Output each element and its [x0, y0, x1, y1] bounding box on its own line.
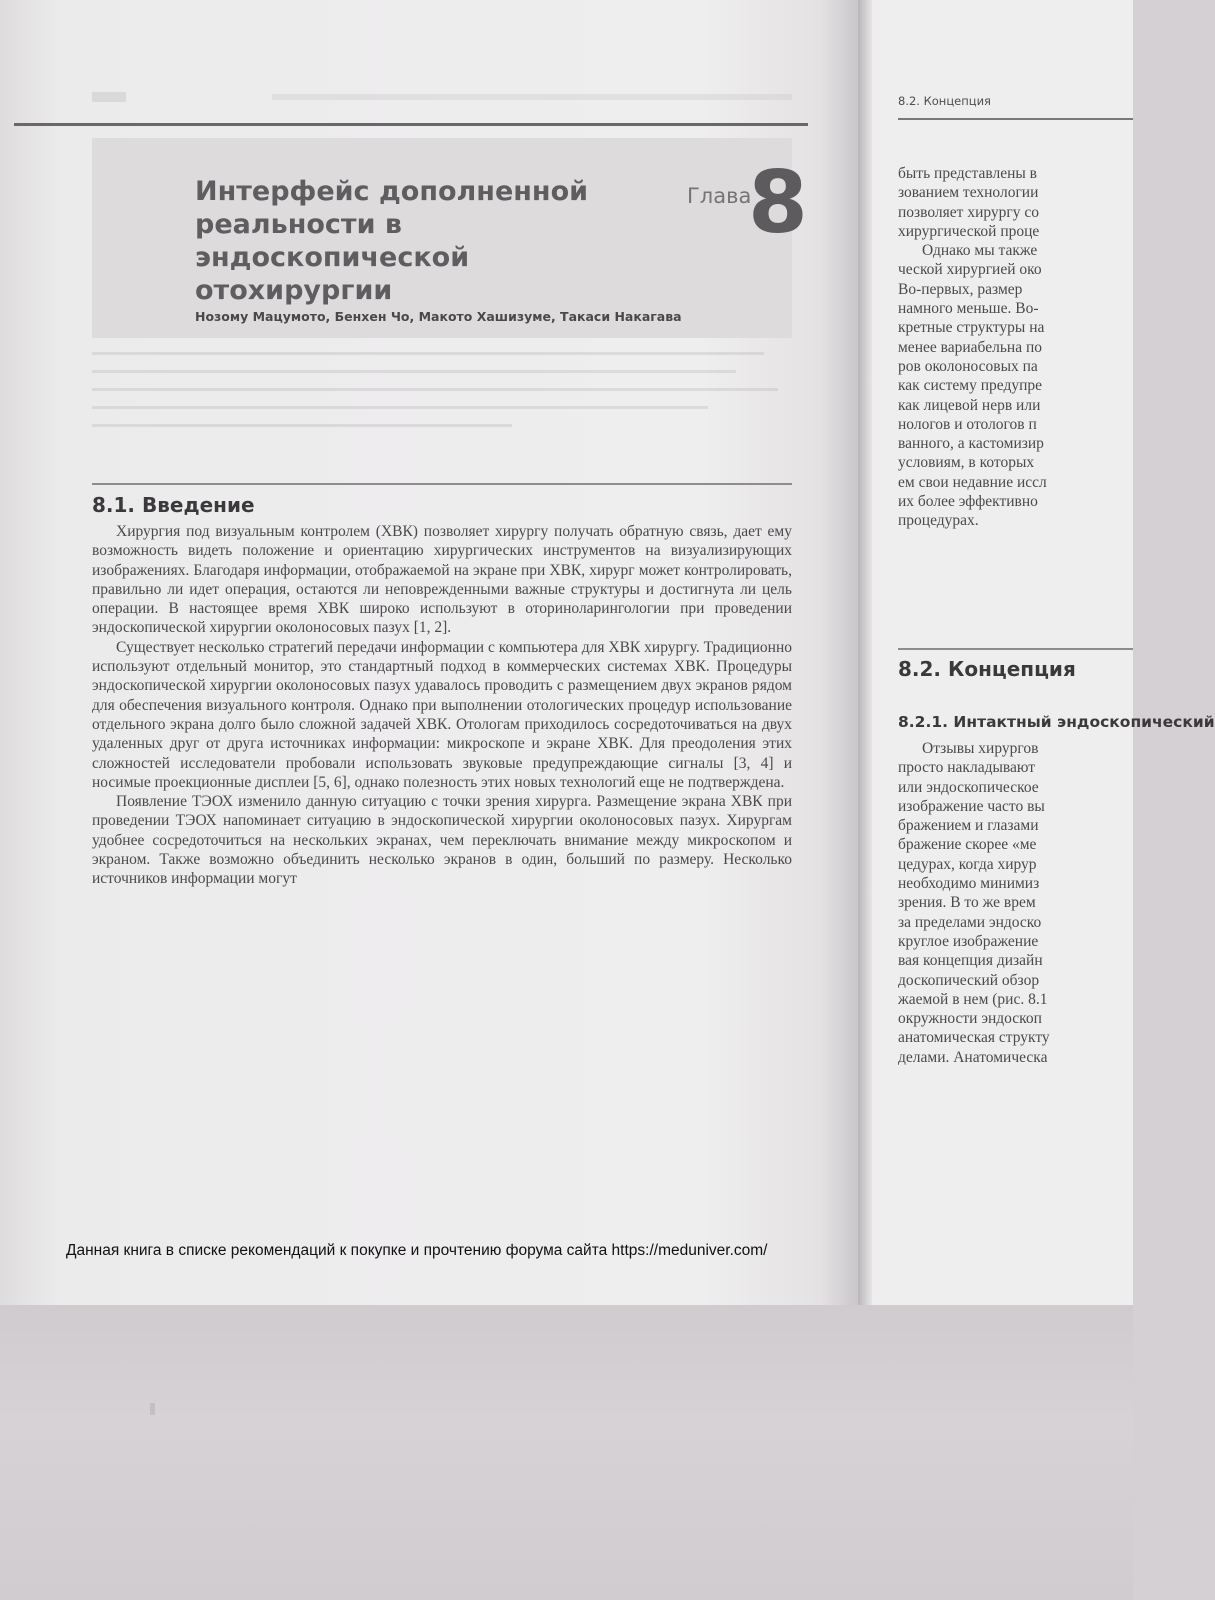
- text-line: хирургической проце: [898, 222, 1040, 240]
- text-line: за пределами эндоско: [898, 913, 1042, 931]
- bleed-through-text: [92, 352, 792, 462]
- text-line: Во-первых, размер: [898, 280, 1023, 298]
- chapter-title-line: Интерфейс дополненной: [195, 176, 589, 207]
- subsection-heading: 8.2.1. Интактный эндоскопический: [898, 713, 1215, 731]
- section-rule: [92, 483, 792, 485]
- text-line: жаемой в нем (рис. 8.1: [898, 990, 1048, 1008]
- text-line: зованием технологии: [898, 184, 1039, 202]
- chapter-title-line: отохирургии: [195, 275, 393, 306]
- text-line: круглое изображение: [898, 932, 1039, 950]
- text-line: намного меньше. Во-: [898, 300, 1039, 318]
- text-line: вая концепция дизайн: [898, 952, 1043, 970]
- text-line: бражением и глазами: [898, 817, 1039, 835]
- text-line: анатомическая структу: [898, 1029, 1050, 1047]
- chapter-authors: Нозому Мацумото, Бенхен Чо, Макото Хашизуме, Такаси Накагава: [195, 309, 682, 324]
- text-line: позволяет хирургу со: [898, 203, 1040, 221]
- right-paragraph: [898, 164, 1047, 531]
- section-heading: 8.1. Введение: [92, 493, 255, 517]
- chapter-title-line: реальности в эндоскопической: [195, 209, 470, 273]
- chapter-label: Глава: [687, 184, 752, 208]
- text-line: ров околоносовых па: [898, 357, 1038, 375]
- paragraph: Хирургия под визуальным контролем (ХВК) позволяет хирургу получать обратную связь, дает ему возможность видеть положение и ориентацию хирургических инструментов на визуализирующих изображениях. Благодаря информации, отображаемой на экране при ХВК, хирург может контролировать, правильно ли идет операция, остаются ли неповрежденными важные структуры и достигнута ли цель операции. В настоящее время ХВК широко используют в оториноларингологии при проведении эндоскопической хирургии околоносовых пазух [1, 2].: [92, 523, 792, 637]
- text-line: делами. Анатомическа: [898, 1048, 1048, 1066]
- right-page-text-area: [898, 160, 1215, 1320]
- chapter-number: 8: [748, 153, 808, 253]
- text-line: процедурах.: [898, 512, 979, 530]
- running-header: 8.2. Концепция: [898, 94, 991, 108]
- text-line: ем свои недавние иссл: [898, 473, 1047, 491]
- text-line: как лицевой нерв или: [898, 396, 1041, 414]
- scan-smudge: [150, 1403, 155, 1415]
- faded-running-header: [92, 92, 792, 106]
- text-line: их более эффективно: [898, 493, 1038, 511]
- section-rule: [898, 648, 1133, 650]
- scan-background: [0, 1305, 1133, 1600]
- header-rule: [14, 123, 808, 126]
- text-line: условиям, в которых: [898, 454, 1035, 472]
- paragraph: Существует несколько стратегий передачи информации с компьютера для ХВК хирургу. Традиционно используют отдельный монитор, это стандартный подход в коммерческих системах ХВК. Процедуры эндоскопической хирургии околоносовых пазух удавалось проводить с размещением двух экранов рядом для обеспечения визуального контроля. Однако при выполнении отологических процедур использование отдельного экрана долго было сложной задачей ХВК. Отологам приходилось сосредоточиваться на двух удаленных друг от друга источниках информации: микроскопе и экране ХВК. Для преодоления этих сложностей исследователи пробовали использовать звуковые предупреждающие сигналы [3, 4] и носимые проекционные дисплеи [5, 6], однако полезность этих новых технологий еще не подтверждена.: [92, 638, 792, 791]
- text-line: доскопический обзор: [898, 971, 1040, 989]
- text-line: бражение скорее «ме: [898, 836, 1037, 854]
- footer-notice: Данная книга в списке рекомендаций к покупке и прочтению форума сайта https://meduniver.com/: [66, 1242, 768, 1259]
- text-line: ванного, а кастомизир: [898, 435, 1044, 453]
- body-text: [92, 522, 792, 889]
- text-line: как систему предупре: [898, 377, 1043, 395]
- text-line: изображение часто вы: [898, 797, 1045, 815]
- text-line: зрения. В то же врем: [898, 894, 1036, 912]
- text-line: нологов и отологов п: [898, 415, 1037, 433]
- paragraph: Появление ТЭОХ изменило данную ситуацию с точки зрения хирурга. Размещение экрана ХВК при проведении ТЭОХ напоминает ситуацию в эндоскопической хирургии околоносовых пазух. Хирургам удобнее сосредоточиться на нескольких экранах, чем переключать внимание между микроскопом и экраном. Также возможно объединить несколько экранов в один, больший по размеру. Несколько источников информации могут: [92, 793, 792, 888]
- text-line: Однако мы также: [922, 242, 1038, 260]
- chapter-title: [195, 175, 665, 307]
- header-rule: [898, 118, 1133, 120]
- text-line: цедурах, когда хирур: [898, 855, 1037, 873]
- text-line: просто накладывают: [898, 759, 1036, 777]
- section-heading: 8.2. Концепция: [898, 657, 1076, 681]
- text-line: необходимо минимиз: [898, 875, 1040, 893]
- text-line: менее вариабельна по: [898, 338, 1042, 356]
- text-line: или эндоскопическое: [898, 778, 1039, 796]
- text-line: быть представлены в: [898, 165, 1037, 182]
- text-line: кретные структуры на: [898, 319, 1045, 337]
- right-paragraph: [898, 739, 1050, 1067]
- text-line: Отзывы хирургов: [922, 740, 1039, 757]
- text-line: окружности эндоскоп: [898, 1010, 1042, 1028]
- text-line: ческой хирургией око: [898, 261, 1042, 279]
